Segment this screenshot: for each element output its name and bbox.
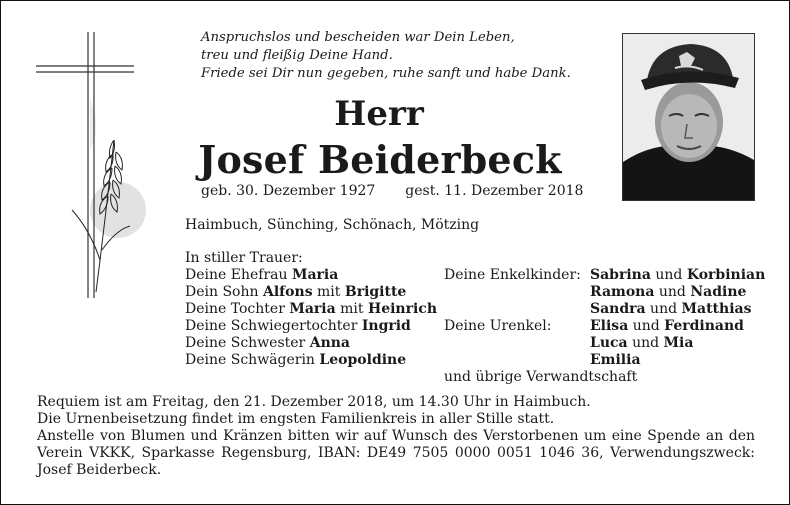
mourners-list: [185, 250, 437, 369]
great-grandchildren-row: [444, 335, 765, 352]
descendants-list: [444, 267, 765, 386]
death-date: gest. 11. Dezember 2018: [405, 183, 584, 199]
relatives-line: und übrige Verwandtschaft: [444, 369, 638, 385]
great-grandchildren-row: [444, 352, 765, 369]
portrait-photo: [622, 33, 755, 201]
verse-line: Friede sei Dir nun gegeben, ruhe sanft und habe Dank.: [201, 66, 571, 81]
deceased-name: Josef Beiderbeck: [198, 137, 562, 182]
great-grandchild-pair: Luca und Mia: [590, 335, 694, 351]
places: Haimbuch, Sünching, Schönach, Mötzing: [185, 217, 480, 233]
grandchildren-row: [444, 267, 765, 284]
mourners-intro: In stiller Trauer:: [185, 250, 303, 266]
service-notice: [37, 394, 755, 479]
great-grandchildren-row: [444, 318, 765, 335]
cross-with-wheat-icon: [30, 30, 150, 300]
mourner-line: Deine Tochter Maria mit Heinrich: [185, 301, 437, 317]
great-grandchild-pair: Elisa und Ferdinand: [590, 318, 744, 334]
grandchild-pair: Ramona und Nadine: [590, 284, 747, 300]
mourner-line: Deine Schwester Anna: [185, 335, 350, 351]
grandchild-pair: Sandra und Matthias: [590, 301, 752, 317]
mourner-line: Deine Schwiegertochter Ingrid: [185, 318, 411, 334]
mourner-line: Dein Sohn Alfons mit Brigitte: [185, 284, 407, 300]
grandchildren-row: [444, 284, 765, 301]
burial-line: Die Urnenbeisetzung findet im engsten Familienkreis in aller Stille statt.: [37, 411, 555, 427]
great-grandchildren-label: Deine Urenkel:: [444, 318, 552, 334]
grandchild-pair: Sabrina und Korbinian: [590, 267, 766, 283]
birth-date: geb. 30. Dezember 1927: [201, 183, 376, 199]
great-grandchild-pair: Emilia: [590, 352, 641, 368]
verse-line: treu und fleißig Deine Hand.: [201, 48, 393, 63]
mourner-line: Deine Schwägerin Leopoldine: [185, 352, 407, 368]
grandchildren-row: [444, 301, 765, 318]
portrait-drawing: [623, 34, 754, 200]
donation-line: Anstelle von Blumen und Kränzen bitten wir auf Wunsch des Verstorbenen um eine Spende an den Verein VKKK, Sparkasse Regensburg, IBAN: DE49 7505 0000 0051 1046 36, Verwendungszweck: Josef Beiderbeck.: [37, 428, 755, 478]
verse: [201, 29, 571, 83]
grandchildren-label: Deine Enkelkinder:: [444, 267, 581, 283]
verse-line: Anspruchslos und bescheiden war Dein Leben,: [201, 30, 515, 45]
honorific: Herr: [334, 94, 424, 134]
mourner-line: Deine Ehefrau Maria: [185, 267, 339, 283]
life-dates: [201, 183, 583, 199]
requiem-line: Requiem ist am Freitag, den 21. Dezember 2018, um 14.30 Uhr in Haimbuch.: [37, 394, 591, 410]
